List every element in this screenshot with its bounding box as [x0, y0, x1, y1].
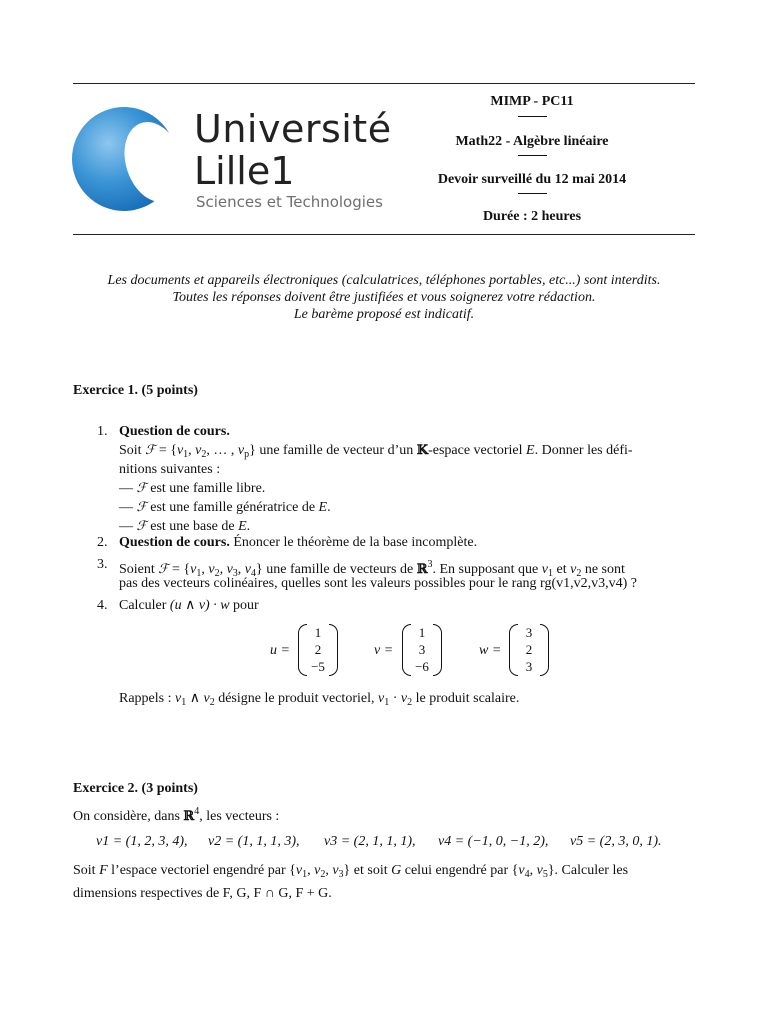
- vector-definition: v3 = (2, 1, 1, 1),: [324, 834, 416, 849]
- vector-entry: 3: [525, 625, 533, 640]
- header-divider: [518, 116, 547, 117]
- q3-line-2: pas des vecteurs colinéaires, quelles sont les valeurs possibles pour le rang rg(v1,v2,v3,v4) ?: [119, 576, 637, 591]
- exercise-2-intro: On considère, dans ℝ$^4$, les vecteurs :: [73, 806, 280, 824]
- q3-line-1: Soient ℱ = {$v_1$, $v_2$, $v_3$, $v_4$} une famille de vecteurs de ℝ$^3$. En supposant que $v_1$ et $v_2$ ne sont: [119, 559, 625, 579]
- instruction-line: Les documents et appareils électroniques (calculatrices, téléphones portables, etc...) sont interdits.: [107, 273, 661, 288]
- q1-item-3: — ℱ est une base de E.: [119, 519, 251, 534]
- instruction-line: Toutes les réponses doivent être justifiées et vous soignerez votre rédaction.: [172, 290, 596, 305]
- vector-definition: v2 = (1, 1, 1, 3),: [208, 834, 300, 849]
- course-code: MIMP - PC11: [490, 94, 574, 109]
- vector-definition: v4 = (−1, 0, −1, 2),: [438, 834, 549, 849]
- q4-line-1: Calculer (u ∧ v) · w pour: [119, 598, 259, 613]
- header-bottom-rule: [73, 234, 695, 235]
- header-divider: [518, 193, 547, 194]
- subject-title: Math22 - Algèbre linéaire: [455, 134, 609, 149]
- ex2-line-1: Soit F l’espace vectoriel engendré par {$v_1$, $v_2$, $v_3$} et soit G celui engendré par {$v_4$, $v_5$}. Calculer les: [73, 863, 629, 880]
- question-heading: Question de cours.: [119, 424, 230, 439]
- question-text: Énoncer le théorème de la base incomplète.: [233, 535, 478, 550]
- exercise-1-title: Exercice 1. (5 points): [73, 383, 198, 398]
- q1-item-1: — ℱ est une famille libre.: [119, 481, 266, 496]
- exercise-2-title: Exercice 2. (3 points): [73, 781, 198, 796]
- vector-definition: v5 = (2, 3, 0, 1).: [570, 834, 662, 849]
- exercise-2-question: [73, 861, 697, 903]
- vector-entry: 2: [525, 642, 533, 657]
- logo-text-lille1: Lille1: [194, 149, 295, 193]
- exam-instructions: [73, 272, 695, 323]
- question-number: 1.: [97, 424, 108, 439]
- exam-date: Devoir surveillé du 12 mai 2014: [437, 172, 627, 187]
- vector-entry: −6: [415, 659, 429, 674]
- vector-entry: 2: [314, 642, 322, 657]
- vectors-display: u = 1 2 −5 v = 1 3 −6 w = 3 2 3: [0, 624, 768, 678]
- vector-definition: v1 = (1, 2, 3, 4),: [96, 834, 188, 849]
- top-rule: [73, 83, 695, 84]
- university-logo: [72, 105, 402, 215]
- instruction-line: Le barème proposé est indicatif.: [293, 307, 475, 322]
- vector-entry: −5: [311, 659, 325, 674]
- q1-line-1: Soit ℱ = {$v_1$, $v_2$, … , $v_p$} une famille de vecteur d’un 𝕂-espace vectoriel E. Donner les défi-: [119, 443, 633, 460]
- vector-entry: 1: [418, 625, 426, 640]
- vector-entry: 3: [525, 659, 533, 674]
- question-heading: Question de cours.: [119, 535, 230, 550]
- logo-text-universite: Université: [194, 107, 392, 151]
- ex2-line-2: dimensions respectives de F, G, F ∩ G, F + G.: [73, 886, 332, 901]
- header-divider: [518, 155, 547, 156]
- globe-logo-icon: [72, 107, 176, 211]
- q1-line-2: nitions suivantes :: [119, 462, 221, 477]
- vector-entry: 3: [418, 642, 426, 657]
- q1-item-2: — ℱ est une famille génératrice de E.: [119, 500, 331, 515]
- vector-entry: 1: [314, 625, 322, 640]
- logo-subtitle: Sciences et Technologies: [196, 193, 383, 211]
- exam-duration: Durée : 2 heures: [482, 209, 582, 224]
